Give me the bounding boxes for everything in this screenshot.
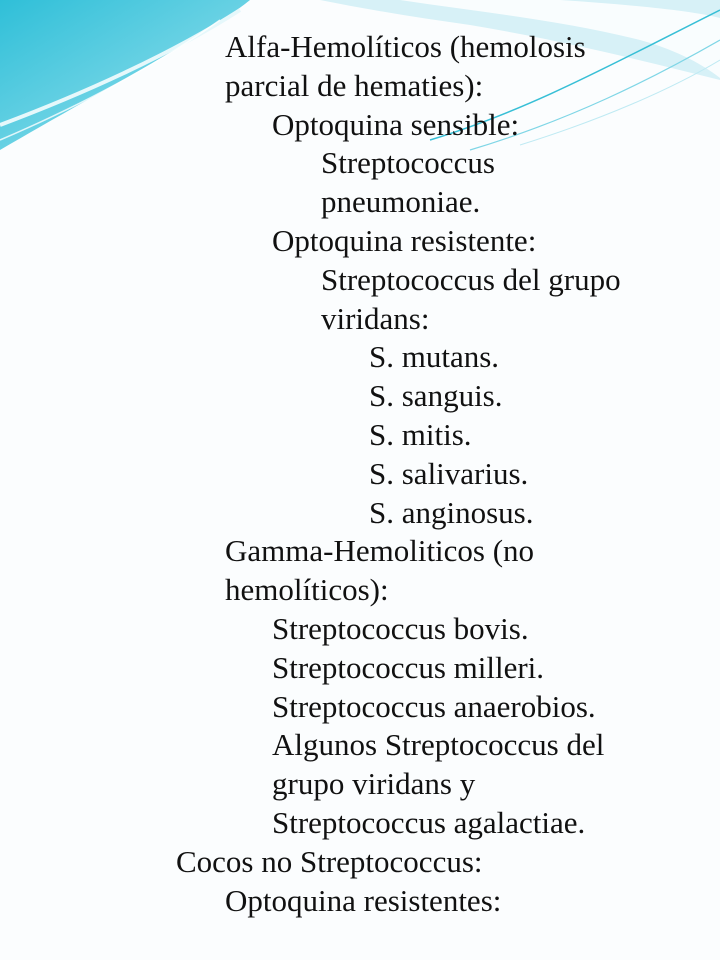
outline-line-level-3: Streptococcus bbox=[321, 145, 495, 181]
outline-line-level-4: S. salivarius. bbox=[369, 455, 529, 491]
outline-line-level-1: hemolíticos): bbox=[225, 572, 389, 608]
outline-line-level-1: Optoquina resistentes: bbox=[225, 882, 502, 918]
outline-line-level-3: Streptococcus del grupo bbox=[321, 261, 621, 297]
outline-line-level-4: S. mitis. bbox=[369, 417, 472, 452]
outline-line-level-2: Streptococcus agalactiae. bbox=[272, 805, 586, 840]
outline-line-level-1: parcial de hematies): bbox=[225, 67, 484, 103]
top-right-line-3 bbox=[520, 60, 720, 145]
outline-line-level-1: Alfa-Hemolíticos (hemolosis bbox=[225, 29, 586, 64]
outline-line-level-3: pneumoniae. bbox=[321, 184, 481, 220]
outline-line-level-2: Algunos Streptococcus del bbox=[272, 727, 605, 763]
outline-line-level-2: grupo viridans y bbox=[272, 766, 476, 802]
outline-line-level-2: Streptococcus milleri. bbox=[272, 649, 545, 685]
outline-line-level-2: Streptococcus bovis. bbox=[272, 611, 529, 646]
outline-line-level-2: Optoquina resistente: bbox=[272, 223, 537, 258]
outline-line-level-1: Gamma-Hemoliticos (no bbox=[225, 533, 535, 569]
outline-line-level-2: Streptococcus anaerobios. bbox=[272, 688, 596, 724]
outline-line-level-4: S. sanguis. bbox=[369, 378, 503, 414]
outline-line-level-4: S. anginosus. bbox=[369, 494, 534, 530]
outline-line-level-4: S. mutans. bbox=[369, 339, 500, 375]
top-left-wave bbox=[0, 0, 250, 150]
outline-line-level-3: viridans: bbox=[321, 300, 430, 336]
outline-line-level-0: Cocos no Streptococcus: bbox=[176, 843, 483, 879]
outline-line-level-2: Optoquina sensible: bbox=[272, 106, 520, 142]
